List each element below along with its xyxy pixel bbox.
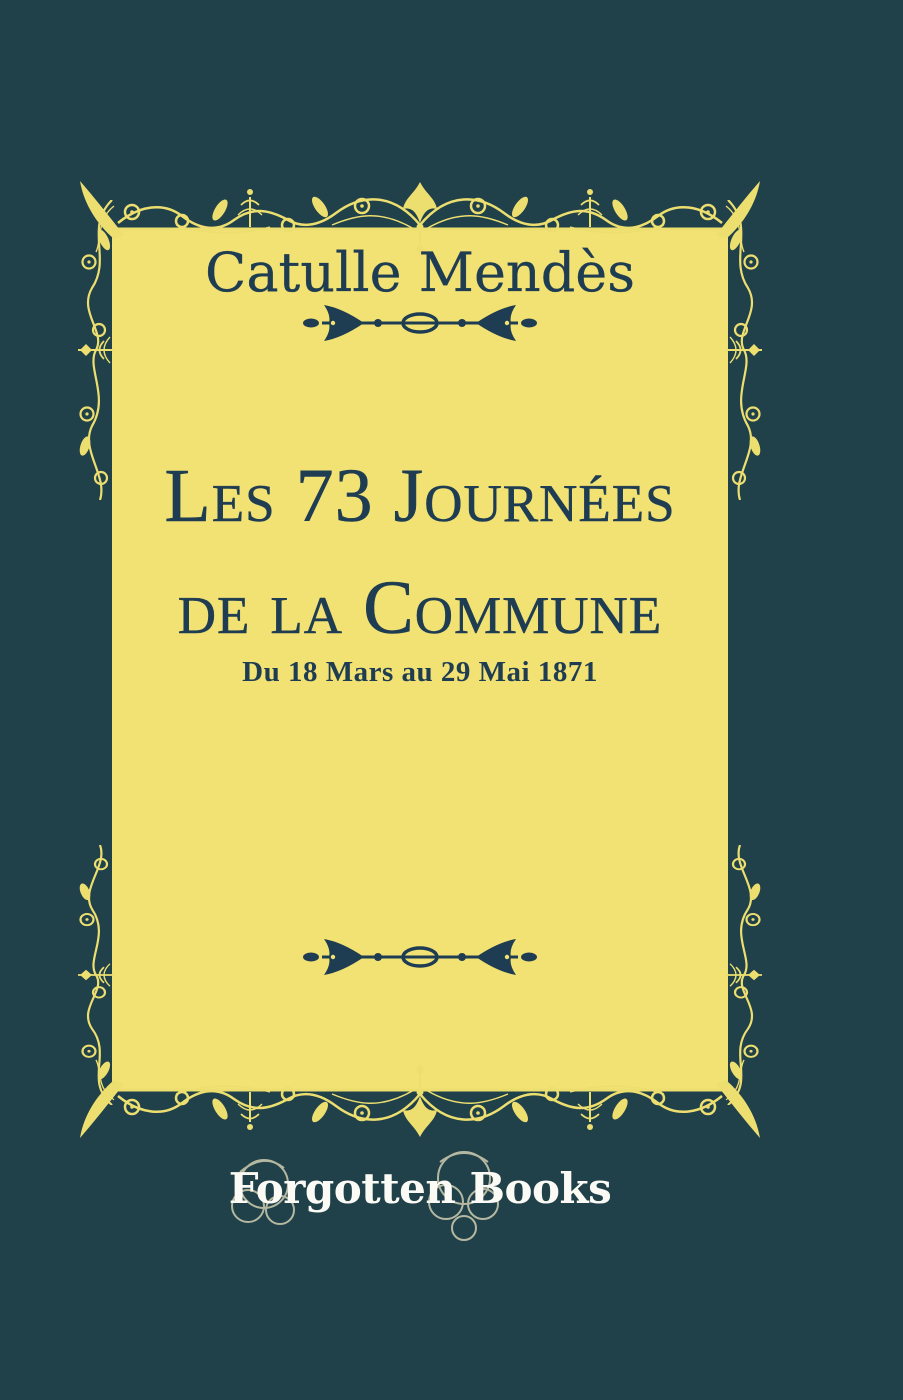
book-title	[112, 440, 728, 664]
author-name: Catulle Mendès	[205, 241, 635, 304]
book-subtitle: Du 18 Mars au 29 Mai 1871	[242, 656, 598, 688]
book-title-line2: de la Commune	[177, 566, 663, 650]
divider-ornament-bottom-icon	[300, 935, 540, 979]
publisher-name: Forgotten Books	[228, 1164, 612, 1213]
ornamental-border-bottom-icon	[80, 1062, 760, 1140]
ornamental-border-left-bottom-icon	[76, 845, 116, 1105]
publisher-logo	[112, 1150, 728, 1260]
divider-ornament-top-icon	[300, 301, 540, 345]
book-title-line1: Les 73 Journées	[164, 454, 676, 538]
ornamental-border-right-top-icon	[724, 200, 764, 500]
ornamental-border-right-bottom-icon	[724, 845, 764, 1105]
ornamental-border-left-top-icon	[76, 200, 116, 500]
